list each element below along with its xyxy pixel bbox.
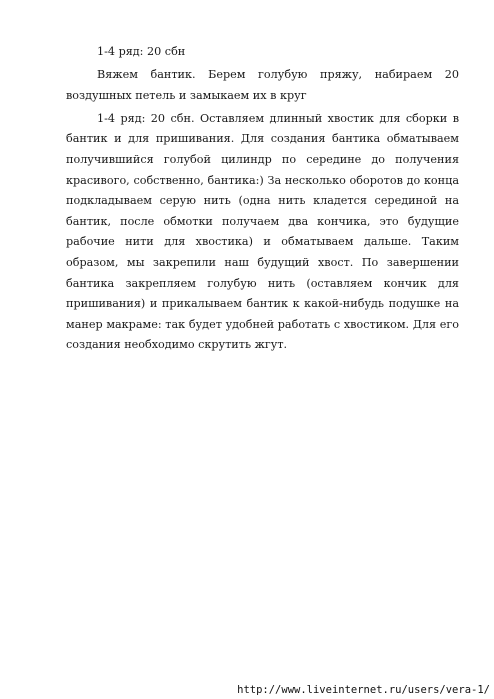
paragraph-row-spec: 1-4 ряд: 20 сбн [97,45,186,58]
source-watermark: http://www.liveinternet.ru/users/vera-1/ [237,684,490,696]
document-body [66,42,459,358]
paragraph-bow-instructions: 1-4 ряд: 20 сбн. Оставляем длинный хвостик для сборки в бантик и для пришивания. Для создания бантика обматываем получившийся голубой цилиндр по середине до получения красивого, собственно, бантика:) За несколько оборотов до конца подкладываем серую нить (одна нить кладется серединой на бантик, после обмотки получаем два кончика, это будущие рабочие нити для хвостика) и обматываем дальше. Таким образом, мы закрепили наш будущий хвост. По завершении бантика закрепляем голубую нить (оставляем кончик для пришивания) и прикалываем бантик к какой-нибудь подушке на манер макраме: так будет удобней работать с хвостиком. Для его создания необходимо скрутить жгут. [66,111,459,352]
paragraph-bow-intro: Вяжем бантик. Берем голубую пряжу, набираем 20 воздушных петель и замыкаем их в круг [66,68,459,102]
